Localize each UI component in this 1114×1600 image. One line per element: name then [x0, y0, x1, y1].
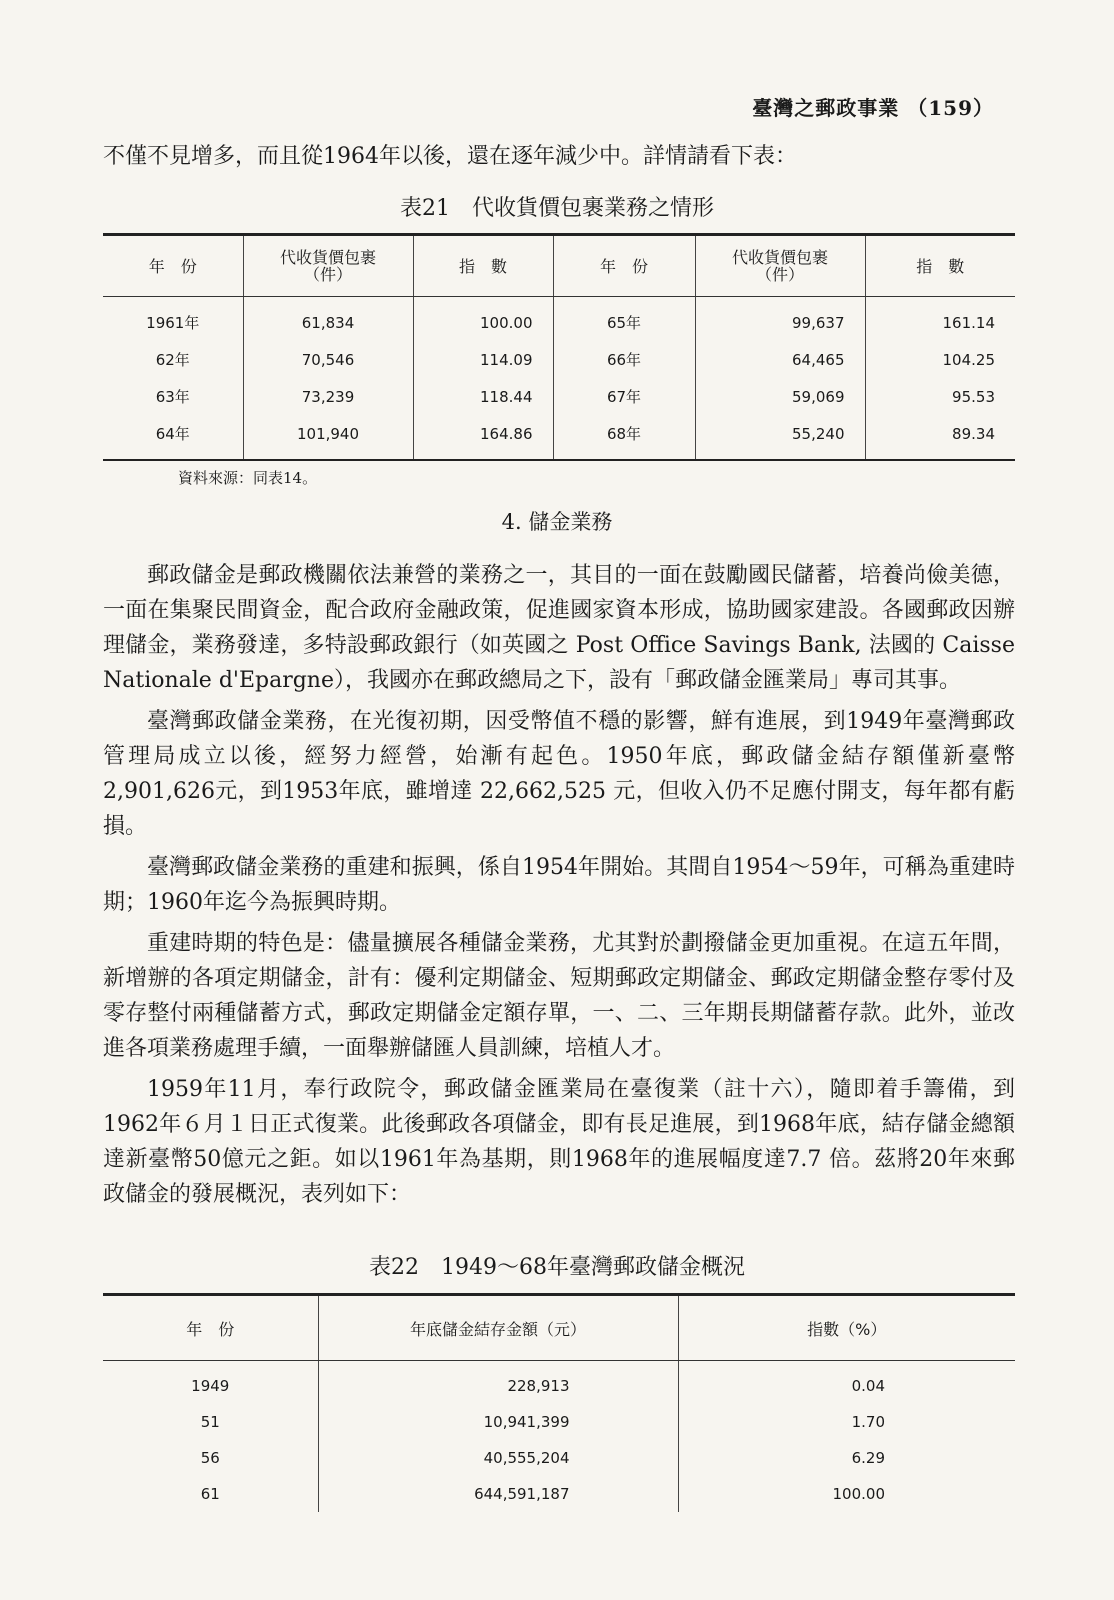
table-cell: 51 — [200, 1413, 220, 1431]
table-cell: 1.70 — [678, 1404, 1015, 1440]
table-cell: 100.00 — [413, 297, 553, 342]
table-cell: 61 — [200, 1485, 220, 1503]
running-head: 臺灣之郵政事業 （159） — [752, 96, 994, 120]
table-cell: 70,546 — [243, 341, 413, 378]
paragraph: 臺灣郵政儲金業務的重建和振興，係自1954年開始。其間自1954～59年，可稱為重建時期；1960年迄今為振興時期。 — [103, 855, 1015, 915]
table-cell: 100.00 — [678, 1476, 1015, 1512]
table21-header-year: 年 份 — [553, 235, 695, 297]
table-cell: 0.04 — [678, 1361, 1015, 1405]
table-cell: 67年 — [553, 378, 695, 415]
table-row — [103, 1361, 1015, 1405]
table-cell: 65年 — [553, 297, 695, 342]
table21-caption: 表21 代收貨價包裹業務之情形 — [400, 196, 714, 221]
table-row — [103, 297, 1015, 342]
paragraph: 臺灣郵政儲金業務，在光復初期，因受幣值不穩的影響，鮮有進展，到1949年臺灣郵政管理局成立以後，經努力經營，始漸有起色。1950年底，郵政儲金結存額僅新臺幣2,901,626元，到1953年底，雖增達 22,662,525 元，但收入仍不足應付開支，每年都有虧損。 — [103, 709, 1015, 839]
table-cell: 118.44 — [413, 378, 553, 415]
table21-header-parcels: 代收貨價包裹 （件） — [243, 235, 413, 297]
table-cell: 99,637 — [695, 297, 865, 342]
table22 — [103, 1293, 1015, 1512]
table-cell: 1961年 — [146, 314, 200, 332]
table-row — [103, 341, 1015, 378]
table-cell: 95.53 — [865, 378, 1015, 415]
table21-header-row — [103, 235, 1015, 297]
table-cell: 61,834 — [243, 297, 413, 342]
table-cell: 161.14 — [865, 297, 1015, 342]
section-title: 4. 儲金業務 — [501, 510, 613, 534]
paragraph: 重建時期的特色是：儘量擴展各種儲金業務，尤其對於劃撥儲金更加重視。在這五年間，新增辦的各項定期儲金，計有：優利定期儲金、短期郵政定期儲金、郵政定期儲金整存零付及零存整付兩種儲蓄方式，郵政定期儲金定額存單，一、二、三年期長期儲蓄存款。此外，並改進各項業務處理手續，一面舉辦儲匯人員訓練，培植人才。 — [103, 931, 1015, 1061]
table-cell: 1949 — [191, 1377, 230, 1395]
table-cell: 228,913 — [318, 1361, 678, 1405]
table22-header-year: 年 份 — [103, 1295, 318, 1361]
table-cell: 644,591,187 — [318, 1476, 678, 1512]
table-row — [103, 1440, 1015, 1476]
table-row — [103, 415, 1015, 460]
table-cell: 66年 — [553, 341, 695, 378]
table-cell: 114.09 — [413, 341, 553, 378]
body-text — [103, 558, 1015, 1212]
table-cell: 64,465 — [695, 341, 865, 378]
table-cell: 101,940 — [243, 415, 413, 460]
table-cell: 63年 — [155, 388, 190, 406]
table21-header-year: 年 份 — [103, 235, 243, 297]
table22-header-balance: 年底儲金結存金額（元） — [318, 1295, 678, 1361]
table-cell: 10,941,399 — [318, 1404, 678, 1440]
table-cell: 56 — [200, 1449, 220, 1467]
table-cell: 68年 — [553, 415, 695, 460]
table-row — [103, 1476, 1015, 1512]
paragraph: 1959年11月，奉行政院令，郵政儲金匯業局在臺復業（註十六），隨即着手籌備，到1962年６月１日正式復業。此後郵政各項儲金，即有長足進展，到1968年底，結存儲金總額達新臺幣50億元之鉅。如以1961年為基期，則1968年的進展幅度達7.7 倍。茲將20年來郵政儲金的發展概況，表列如下： — [103, 1077, 1015, 1207]
table-row — [103, 378, 1015, 415]
table-cell: 104.25 — [865, 341, 1015, 378]
table-cell: 55,240 — [695, 415, 865, 460]
table-cell: 62年 — [155, 351, 190, 369]
table21-header-index: 指 數 — [865, 235, 1015, 297]
table21-header-index: 指 數 — [413, 235, 553, 297]
paragraph: 郵政儲金是郵政機關依法兼營的業務之一，其目的一面在鼓勵國民儲蓄，培養尚儉美德，一面在集聚民間資金，配合政府金融政策，促進國家資本形成，協助國家建設。各國郵政因辦理儲金，業務發達，多特設郵政銀行（如英國之 Post Office Savings Bank, 法國的 Caisse Nationale d'Epargne），我國亦在郵政總局之下，設有「郵政儲金匯業局」專司其事。 — [103, 563, 1015, 693]
table-cell: 89.34 — [865, 415, 1015, 460]
table21-header-parcels: 代收貨價包裹 （件） — [695, 235, 865, 297]
table-cell: 40,555,204 — [318, 1440, 678, 1476]
table-cell: 73,239 — [243, 378, 413, 415]
table22-header-row — [103, 1295, 1015, 1361]
table-row — [103, 1404, 1015, 1440]
table-cell: 6.29 — [678, 1440, 1015, 1476]
table21-source-note: 資料來源：同表14。 — [178, 469, 318, 487]
table22-header-index: 指數（%） — [678, 1295, 1015, 1361]
table21 — [103, 233, 1015, 461]
intro-line: 不僅不見增多，而且從1964年以後，還在逐年減少中。詳情請看下表： — [103, 144, 797, 169]
table-cell: 64年 — [155, 425, 190, 443]
table-cell: 164.86 — [413, 415, 553, 460]
table22-caption: 表22 1949～68年臺灣郵政儲金概況 — [369, 1255, 745, 1280]
table-cell: 59,069 — [695, 378, 865, 415]
